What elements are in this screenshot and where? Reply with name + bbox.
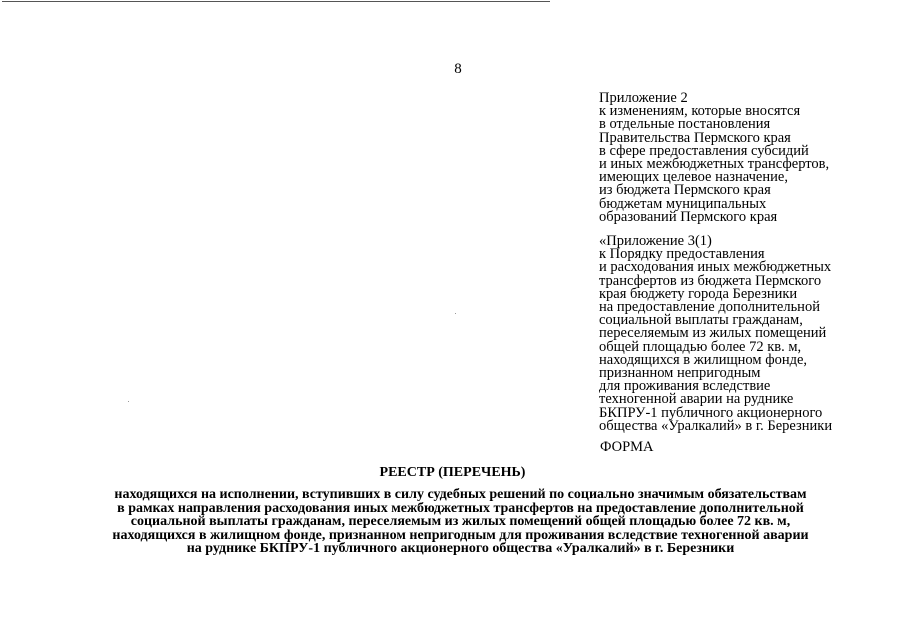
appendix-procedure-line: общей площадью более 72 кв. м, <box>599 338 802 355</box>
registry-description-line: социальной выплаты гражданам, переселяемым из жилых помещений общей площадью более 72 кв. м, <box>130 514 791 530</box>
appendix-procedure-line: и расходования иных межбюджетных <box>599 259 832 276</box>
registry-description <box>0 488 905 556</box>
appendix-procedure-line: находящихся в жилищном фонде, <box>599 351 808 368</box>
registry-description-line: находящихся на исполнении, вступивших в силу судебных решений по социально значимым обязательствам <box>114 487 807 502</box>
appendix-changes-header <box>599 92 899 224</box>
registry-description-line: находящихся в жилищном фонде, признанном непригодным для проживания вследствие техногенной аварии <box>112 527 809 543</box>
appendix-changes-line: к изменениям, которые вносятся <box>599 103 801 120</box>
appendix-changes-line: бюджетам муниципальных <box>599 195 767 212</box>
appendix-changes-line: Правительства Пермского края <box>599 129 791 146</box>
registry-title: РЕЕСТР (ПЕРЕЧЕНЬ) <box>379 465 526 480</box>
scan-speck <box>128 401 129 402</box>
appendix-changes-line: имеющих целевое назначение, <box>599 169 788 186</box>
appendix-procedure-line: переселяемым из жилых помещений <box>599 325 827 342</box>
appendix-procedure-line: для проживания вследствие <box>599 378 771 395</box>
page-number: 8 <box>454 61 462 77</box>
appendix-changes-line: из бюджета Пермского края <box>599 182 771 199</box>
appendix-changes-line: в отдельные постановления <box>599 116 771 133</box>
appendix-changes-line: образований Пермского края <box>599 208 778 225</box>
top-scan-edge-line <box>2 1 550 2</box>
appendix-procedure-line: «Приложение 3(1) <box>599 233 712 249</box>
appendix-changes-line: в сфере предоставления субсидий <box>599 142 809 159</box>
appendix-changes-line: и иных межбюджетных трансфертов, <box>599 156 830 173</box>
appendix-procedure-line: БКПРУ-1 публичного акционерного <box>599 404 823 421</box>
appendix-procedure-line: к Порядку предоставления <box>599 246 765 263</box>
appendix-changes-line: Приложение 2 <box>599 90 688 106</box>
scan-speck <box>455 313 456 314</box>
appendix-procedure-line: признанном непригодным <box>599 365 761 382</box>
appendix-procedure-header <box>599 235 899 433</box>
appendix-procedure-line: края бюджету города Березники <box>599 285 798 302</box>
registry-description-line: в рамках направления расходования иных межбюджетных трансфертов на предоставление дополнительной <box>117 500 804 516</box>
form-label: ФОРМА <box>600 439 654 455</box>
registry-description-line: на руднике БКПРУ-1 публичного акционерного общества «Уралкалий» в г. Березники <box>186 541 735 557</box>
appendix-procedure-line: социальной выплаты гражданам, <box>599 312 803 329</box>
appendix-procedure-line: трансфертов из бюджета Пермского <box>599 272 822 289</box>
appendix-procedure-line: техногенной аварии на руднике <box>599 391 794 408</box>
appendix-procedure-line: общества «Уралкалий» в г. Березники <box>599 417 833 434</box>
appendix-procedure-line: на предоставление дополнительной <box>599 299 820 316</box>
